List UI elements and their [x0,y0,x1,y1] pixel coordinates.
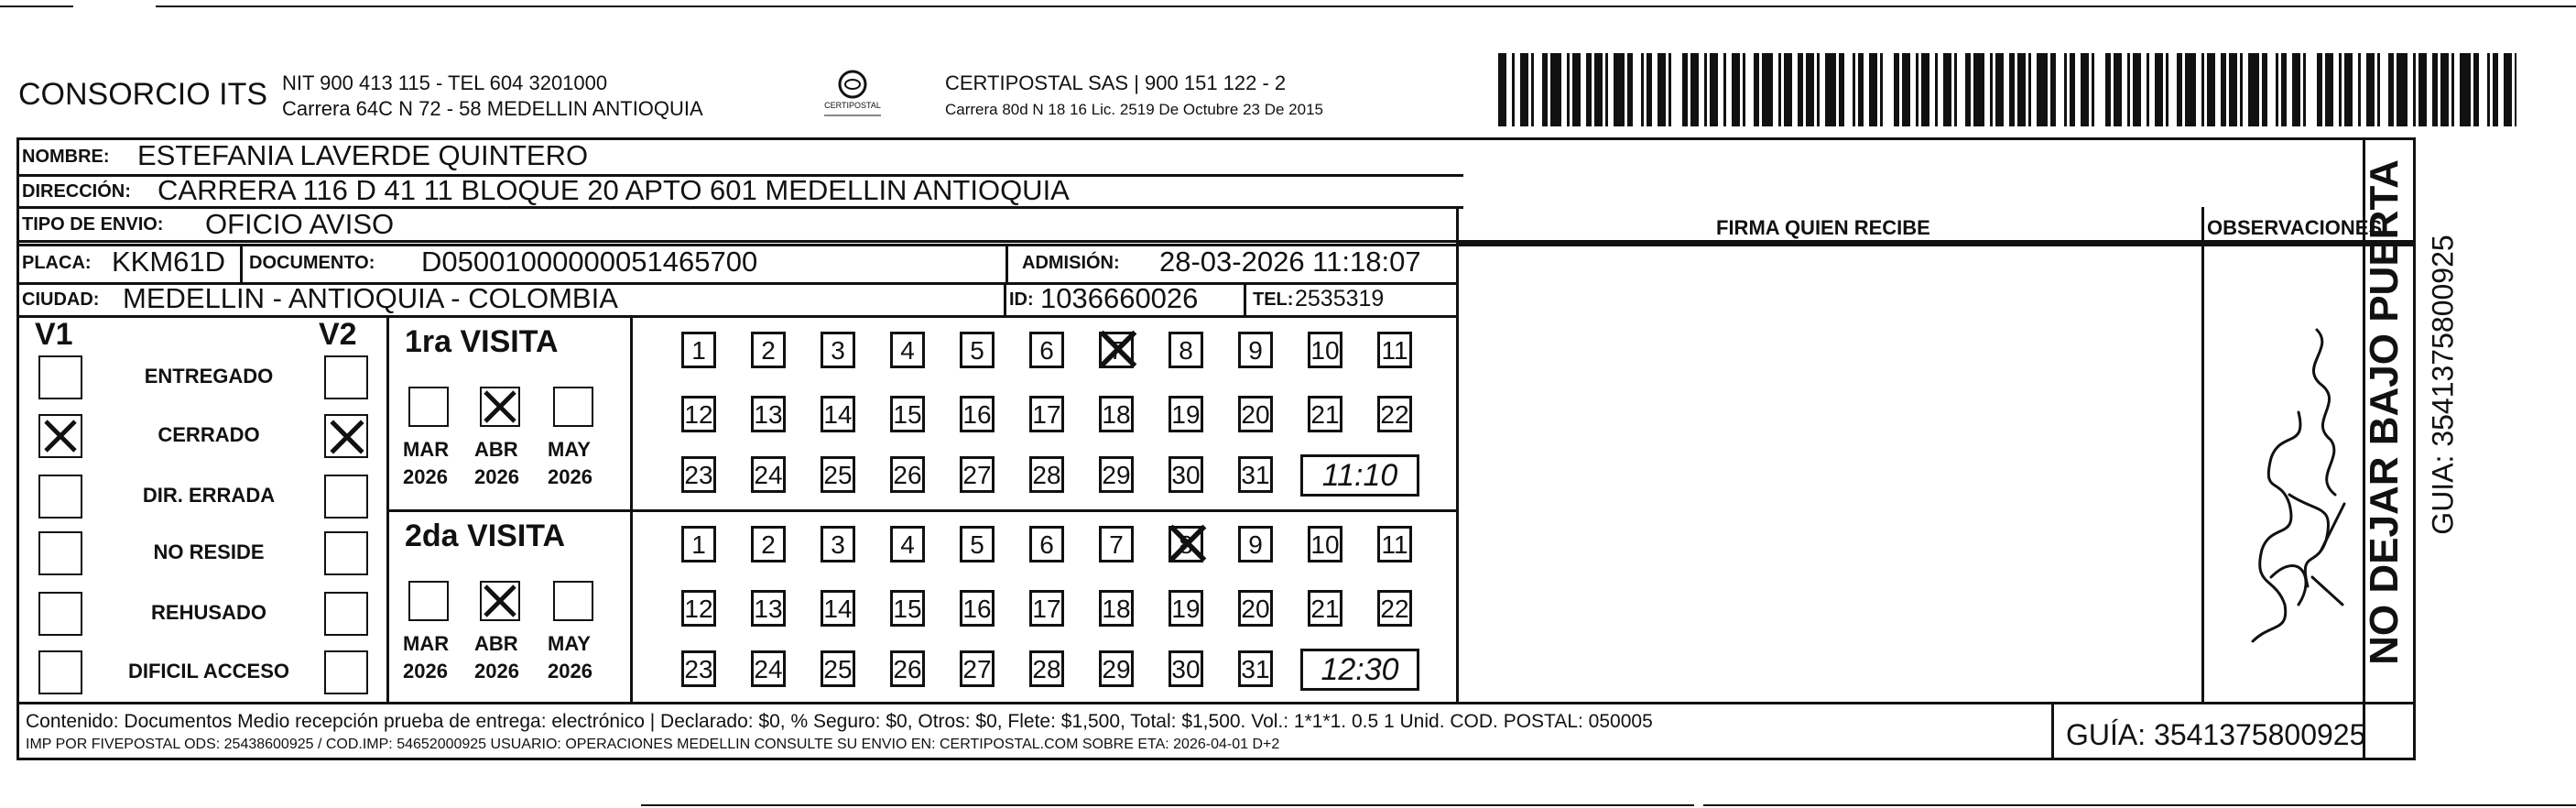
day-box[interactable]: 6 [1029,332,1064,368]
plate-label: PLACA: [22,253,92,273]
v2-checkbox[interactable] [324,355,368,399]
company-nit: NIT 900 413 115 - TEL 604 3201000 [282,71,608,94]
day-box[interactable]: 5 [960,332,995,368]
status-option-label: CERRADO [158,423,260,446]
day-box[interactable]: 30 [1168,650,1203,687]
day-box[interactable]: 12 [681,396,716,432]
v1-checkbox[interactable] [38,592,82,636]
print-info: IMP POR FIVEPOSTAL ODS: 25438600925 / COD.IMP: 54652000925 USUARIO: OPERACIONES MEDELLIN CONSULTE SU ENVIO EN: CERTIPOSTAL.COM SOBRE ETA: 2026-04-01 D+2 [26,737,1280,752]
day-box[interactable]: 19 [1168,396,1203,432]
status-option-label: DIR. ERRADA [142,484,276,507]
day-box[interactable]: 26 [890,456,925,493]
day-box[interactable]: 30 [1168,456,1203,493]
day-box[interactable]: 2 [751,526,786,562]
day-box[interactable]: 28 [1029,456,1064,493]
status-option-label: ENTREGADO [144,365,274,388]
day-box[interactable]: 21 [1308,396,1342,432]
day-box[interactable]: 8 [1168,332,1203,368]
day-box[interactable]: 15 [890,590,925,627]
day-box[interactable]: 11 [1377,332,1412,368]
day-box[interactable]: 20 [1238,396,1273,432]
company-name: CONSORCIO ITS [18,77,268,112]
day-box[interactable]: 31 [1238,456,1273,493]
day-box[interactable]: 22 [1377,396,1412,432]
day-box[interactable]: 20 [1238,590,1273,627]
day-box[interactable]: 21 [1308,590,1342,627]
month-check-mark [482,388,518,425]
visit-time-box[interactable]: 11:10 [1300,454,1419,497]
day-box[interactable]: 7 [1099,526,1134,562]
day-box[interactable]: 11 [1377,526,1412,562]
v2-label: V2 [319,317,357,352]
day-box[interactable]: 23 [681,456,716,493]
month-checkbox[interactable] [408,387,449,427]
month-label: MAR [403,632,450,655]
id-number: 1036660026 [1040,282,1199,314]
year-label: 2026 [403,465,448,488]
day-box[interactable]: 14 [821,396,855,432]
day-box[interactable]: 24 [751,456,786,493]
tel-number: 2535319 [1295,286,1385,311]
day-box[interactable]: 29 [1099,650,1134,687]
day-box[interactable]: 3 [821,332,855,368]
day-box[interactable]: 10 [1308,526,1342,562]
day-box[interactable]: 14 [821,590,855,627]
v2-checkbox[interactable] [324,592,368,636]
day-box[interactable]: 16 [960,590,995,627]
day-check-mark [1167,522,1209,564]
side-guide: GUIA: 3541375800925 [2426,235,2460,535]
day-box[interactable]: 13 [751,396,786,432]
month-check-mark [482,583,518,619]
visit-title: 2da VISITA [405,519,566,553]
contents-line: Contenido: Documentos Medio recepción prueba de entrega: electrónico | Declarado: $0, % Seguro: $0, Otros: $0, Flete: $1,500, Total: $1,500. Vol.: 1*1*1. 0.5 1 Unid. COD. POSTAL: 050005 [26,711,1653,732]
day-box[interactable]: 9 [1238,332,1273,368]
v2-checkbox[interactable] [324,475,368,519]
barcode [1498,53,2516,126]
day-box[interactable]: 6 [1029,526,1064,562]
visit-title: 1ra VISITA [405,324,559,359]
month-checkbox[interactable] [553,581,593,621]
day-box[interactable]: 19 [1168,590,1203,627]
v1-check-mark [42,418,79,454]
admission-label: ADMISIÓN: [1022,253,1120,273]
v2-check-mark [328,418,366,456]
month-label: MAR [403,438,450,461]
day-box[interactable]: 29 [1099,456,1134,493]
v2-checkbox[interactable] [324,650,368,694]
visit-time-box[interactable]: 12:30 [1300,649,1419,691]
top-rule [156,5,2576,7]
top-rule-left [0,5,73,7]
day-box[interactable]: 27 [960,456,995,493]
month-label: MAY [548,632,591,655]
v1-checkbox[interactable] [38,531,82,575]
day-box[interactable]: 10 [1308,332,1342,368]
address-label: DIRECCIÓN: [22,181,131,202]
signature-header: FIRMA QUIEN RECIBE [1716,216,1930,239]
guide-number: GUÍA: 3541375800925 [2066,718,2366,751]
month-label: ABR [474,632,518,655]
day-box[interactable]: 31 [1238,650,1273,687]
document-number: D05001000000051465700 [421,246,758,278]
day-box[interactable]: 5 [960,526,995,562]
year-label: 2026 [474,660,519,682]
send-type: OFICIO AVISO [205,208,395,240]
day-box[interactable]: 25 [821,456,855,493]
day-box[interactable]: 4 [890,526,925,562]
side-warning: NO DEJAR BAJO PUERTA [2362,159,2407,665]
city: MEDELLIN - ANTIOQUIA - COLOMBIA [123,282,618,314]
day-box[interactable]: 12 [681,590,716,627]
year-label: 2026 [548,465,592,488]
v1-checkbox[interactable] [38,355,82,399]
v1-checkbox[interactable] [38,475,82,519]
name-label: NOMBRE: [22,147,110,167]
day-box[interactable]: 7 [1099,332,1134,368]
v1-label: V1 [35,317,73,352]
year-label: 2026 [548,660,592,682]
day-box[interactable]: 28 [1029,650,1064,687]
day-box[interactable]: 26 [890,650,925,687]
recipient-address: CARRERA 116 D 41 11 BLOQUE 20 APTO 601 MEDELLIN ANTIOQUIA [158,174,1070,206]
bottom-rule [641,804,1694,806]
status-option-label: REHUSADO [151,601,266,624]
day-box[interactable]: 23 [681,650,716,687]
day-box[interactable]: 2 [751,332,786,368]
company-address: Carrera 64C N 72 - 58 MEDELLIN ANTIOQUIA [282,97,703,120]
svg-text:CERTIPOSTAL: CERTIPOSTAL [824,101,881,110]
day-box[interactable]: 1 [681,332,716,368]
year-label: 2026 [474,465,519,488]
tel-label: TEL: [1253,289,1294,310]
month-checkbox[interactable] [553,387,593,427]
city-label: CIUDAD: [22,289,100,310]
id-label: ID: [1009,289,1034,310]
certipostal-logo [811,68,894,123]
carrier-address: Carrera 80d N 18 16 Lic. 2519 De Octubre 23 De 2015 [945,101,1323,118]
recipient-name: ESTEFANIA LAVERDE QUINTERO [137,139,589,171]
day-box[interactable]: 17 [1029,590,1064,627]
month-label: ABR [474,438,518,461]
carrier-info: CERTIPOSTAL SAS | 900 151 122 - 2 [945,71,1287,94]
day-box[interactable]: 27 [960,650,995,687]
observations-header: OBSERVACIONES [2207,216,2383,239]
plate: KKM61D [112,246,226,278]
admission-date: 28-03-2026 11:18:07 [1159,246,1421,278]
month-checkbox[interactable] [408,581,449,621]
day-box[interactable]: 9 [1238,526,1273,562]
day-box[interactable]: 24 [751,650,786,687]
year-label: 2026 [403,660,448,682]
month-label: MAY [548,438,591,461]
document-label: DOCUMENTO: [249,253,375,273]
day-box[interactable]: 18 [1099,590,1134,627]
day-box[interactable]: 4 [890,332,925,368]
v1-checkbox[interactable] [38,650,82,694]
day-box[interactable]: 22 [1377,590,1412,627]
v2-checkbox[interactable] [324,531,368,575]
signature [2234,275,2353,669]
status-option-label: DIFICIL ACCESO [127,660,289,682]
day-box[interactable]: 8 [1168,526,1203,562]
day-box[interactable]: 1 [681,526,716,562]
send-type-label: TIPO DE ENVIO: [22,214,164,235]
day-box[interactable]: 3 [821,526,855,562]
day-box[interactable]: 18 [1099,396,1134,432]
day-box[interactable]: 16 [960,396,995,432]
bottom-rule-right [1703,804,2576,806]
day-box[interactable]: 25 [821,650,855,687]
day-check-mark [1097,328,1139,370]
day-box[interactable]: 13 [751,590,786,627]
day-box[interactable]: 15 [890,396,925,432]
status-option-label: NO RESIDE [153,540,265,563]
day-box[interactable]: 17 [1029,396,1064,432]
